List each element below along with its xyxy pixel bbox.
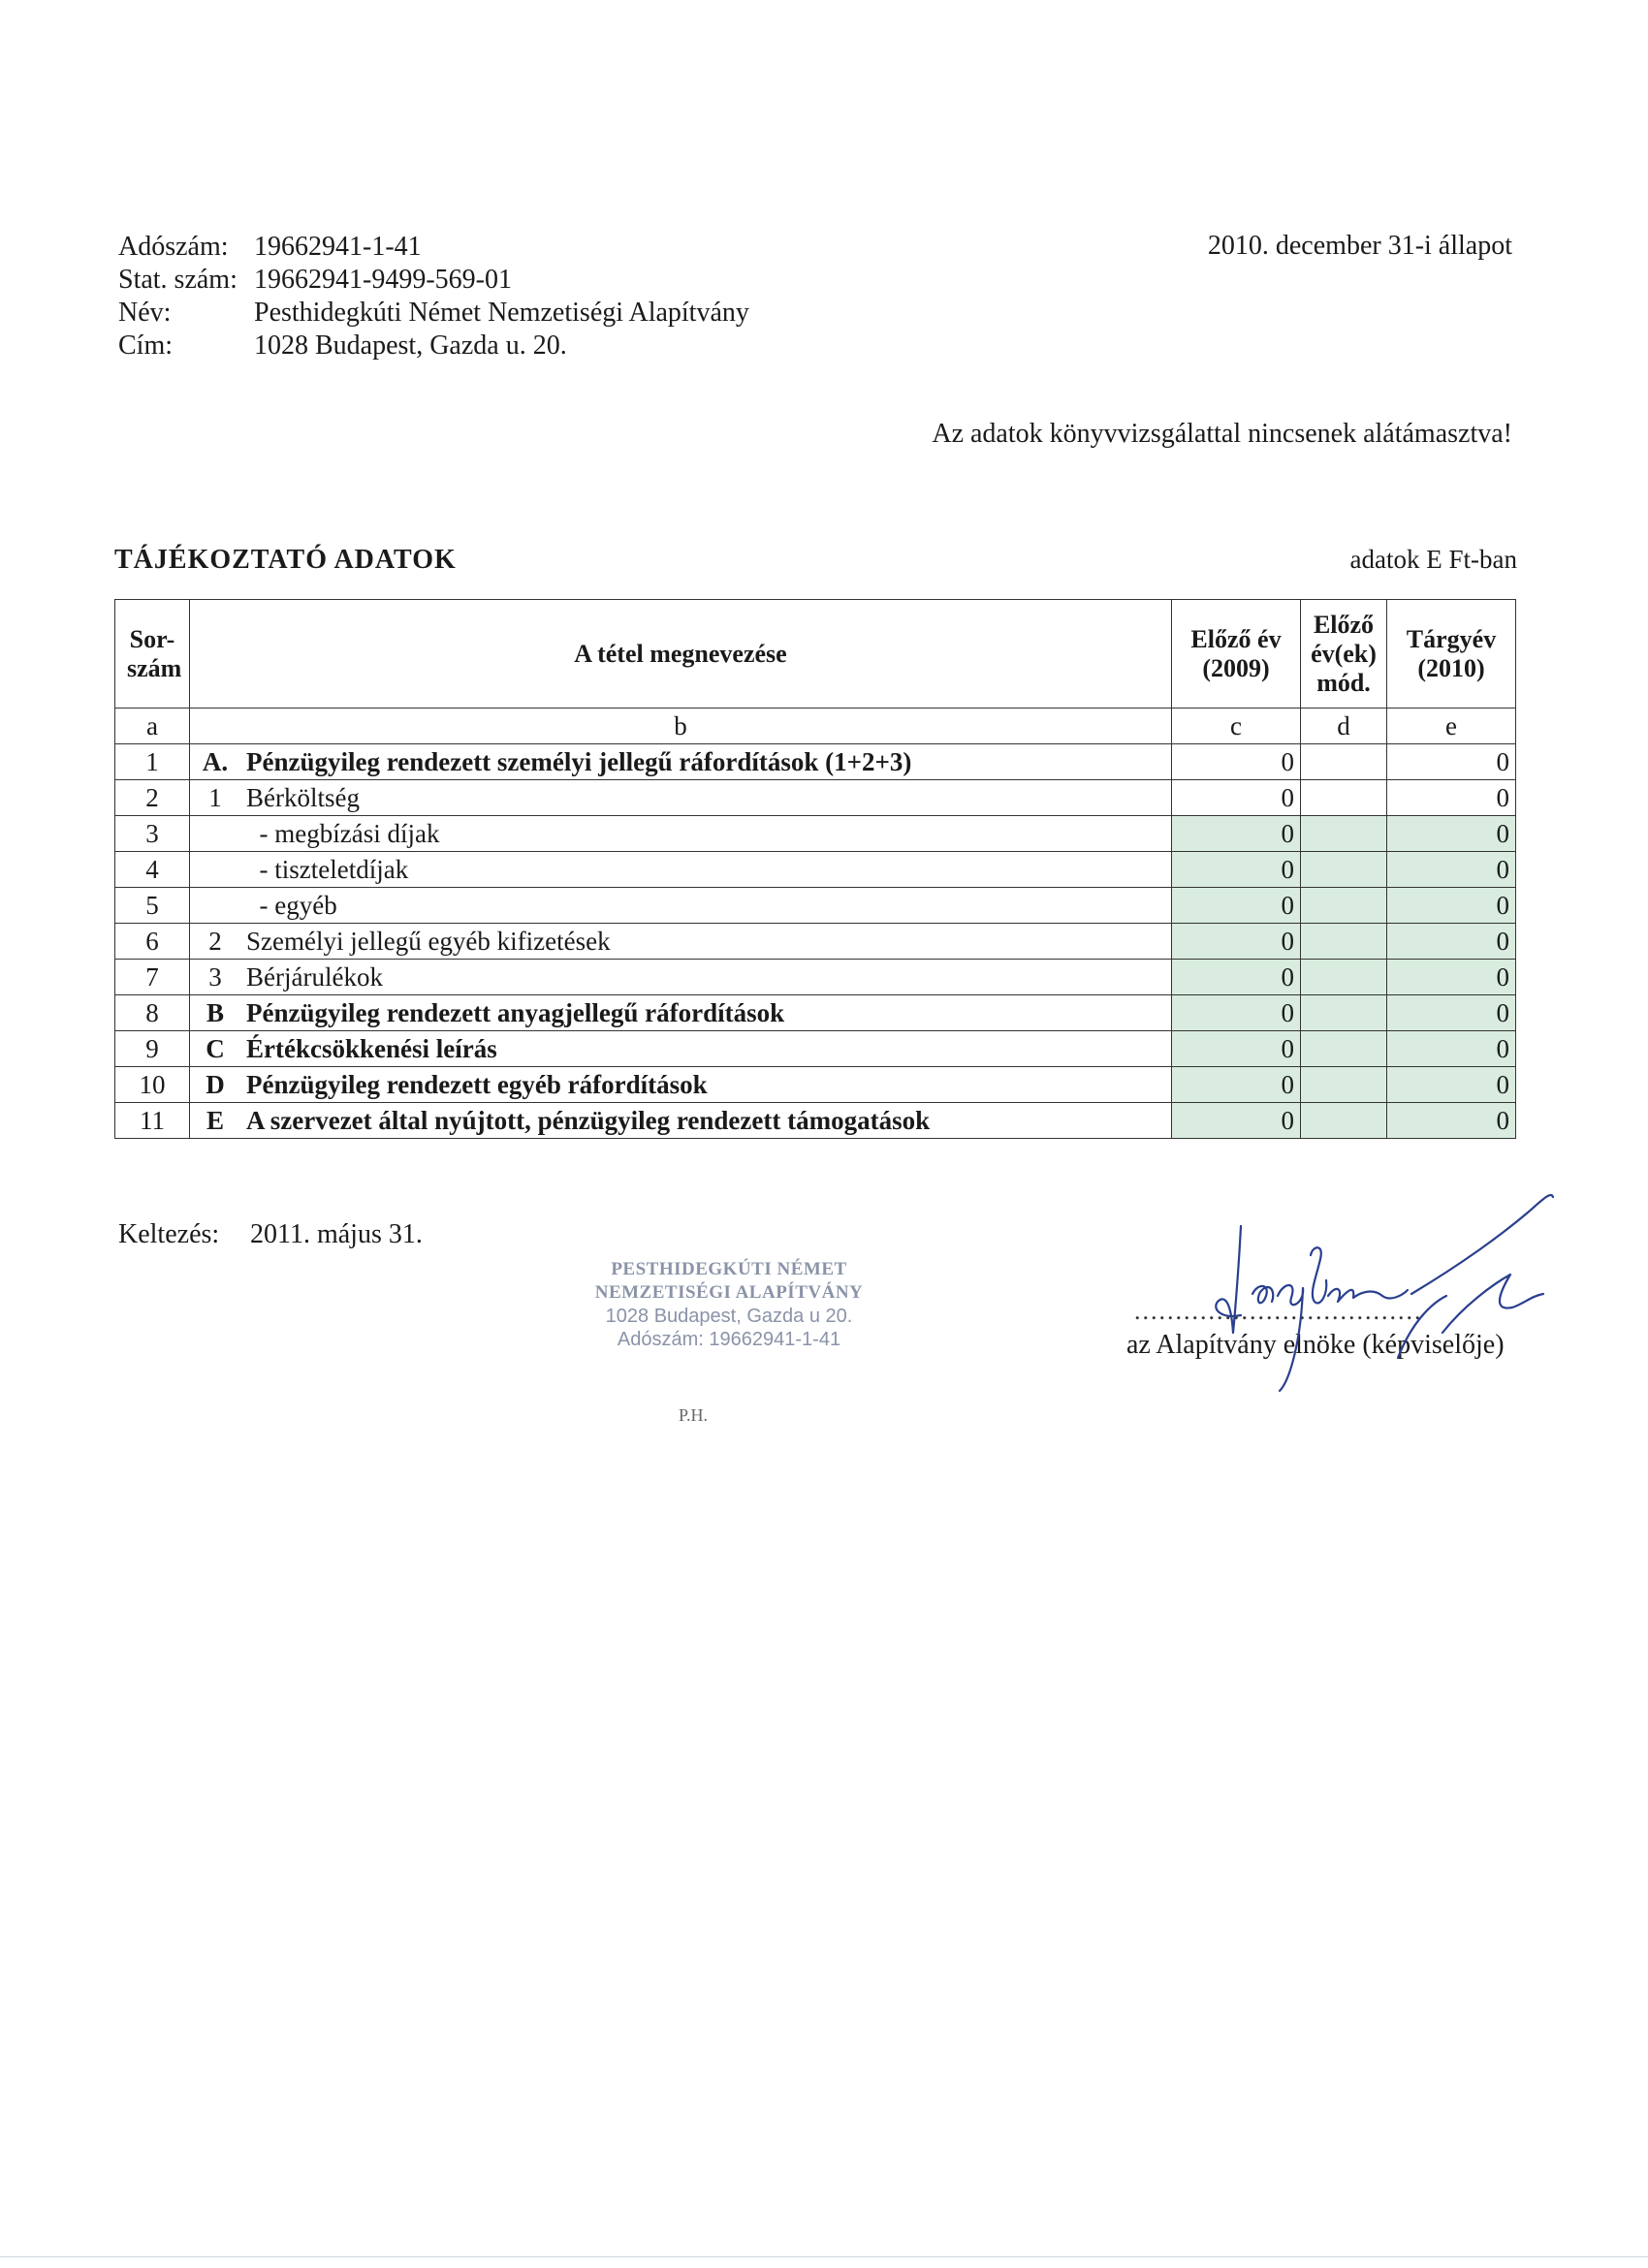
letter-b: b <box>190 709 1172 744</box>
header-prev-mod: Előző év(ek) mód. <box>1301 600 1387 709</box>
letter-c: c <box>1172 709 1301 744</box>
letter-d: d <box>1301 709 1387 744</box>
header-prev-year: Előző év (2009) <box>1172 600 1301 709</box>
date-label: Keltezés: <box>118 1219 220 1249</box>
table-row: 9 C Értékcsökkenési leírás 0 0 <box>115 1031 1516 1067</box>
table-row: 11 E A szervezet által nyújtott, pénzügyileg rendezett támogatások 0 0 <box>115 1103 1516 1139</box>
header-current-year: Tárgyév (2010) <box>1387 600 1516 709</box>
signatory-role: az Alapítvány elnöke (képviselője) <box>1126 1330 1505 1360</box>
table-row: 3 - megbízási díjak 0 0 <box>115 816 1516 852</box>
seal-placeholder: P.H. <box>679 1405 709 1425</box>
table-row: 1 A. Pénzügyileg rendezett személyi jellegű ráfordítások (1+2+3) 0 0 <box>115 744 1516 780</box>
table-row: 10 D Pénzügyileg rendezett egyéb ráfordítások 0 0 <box>115 1067 1516 1103</box>
table-header-row <box>115 600 1516 709</box>
state-date: 2010. december 31-i állapot <box>1207 231 1512 261</box>
letter-e: e <box>1387 709 1516 744</box>
header-item-name: A tétel megnevezése <box>190 600 1172 709</box>
letter-a: a <box>115 709 190 744</box>
table-row: 5 - egyéb 0 0 <box>115 888 1516 924</box>
info-table <box>114 599 1516 1139</box>
header-info <box>118 231 749 362</box>
section-title: TÁJÉKOZTATÓ ADATOK <box>114 545 457 575</box>
date-line <box>118 1219 423 1250</box>
header-row-number: Sor-szám <box>115 600 190 709</box>
unit-label: adatok E Ft-ban <box>1349 545 1517 574</box>
table-row: 8 B Pénzügyileg rendezett anyagjellegű ráfordítások 0 0 <box>115 995 1516 1031</box>
name-row: Név: Pesthidegkúti Német Nemzetiségi Alapítvány <box>118 298 749 328</box>
stat-number-row: Stat. szám: 19662941-9499-569-01 <box>118 265 512 295</box>
table-row: 6 2 Személyi jellegű egyéb kifizetések 0 0 <box>115 924 1516 960</box>
column-letters-row <box>115 709 1516 744</box>
date-value: 2011. május 31. <box>250 1219 423 1249</box>
organization-stamp: PESTHIDEGKÚTI NÉMET NEMZETISÉGI ALAPÍTVÁNY 1028 Budapest, Gazda u 20. Adószám: 19662941-1-41 <box>594 1259 864 1350</box>
tax-number-row: Adószám: 19662941-1-41 <box>118 232 422 262</box>
audit-notice: Az adatok könyvvizsgálattal nincsenek alátámasztva! <box>932 419 1512 449</box>
handwritten-signature <box>1183 1187 1609 1410</box>
address-row: Cím: 1028 Budapest, Gazda u. 20. <box>118 331 567 361</box>
signature-line: ................................... <box>1134 1297 1423 1325</box>
table-row: 4 - tiszteletdíjak 0 0 <box>115 852 1516 888</box>
scan-edge-line <box>0 2256 1648 2257</box>
table-row: 2 1 Bérköltség 0 0 <box>115 780 1516 816</box>
table-row: 7 3 Bérjárulékok 0 0 <box>115 960 1516 995</box>
